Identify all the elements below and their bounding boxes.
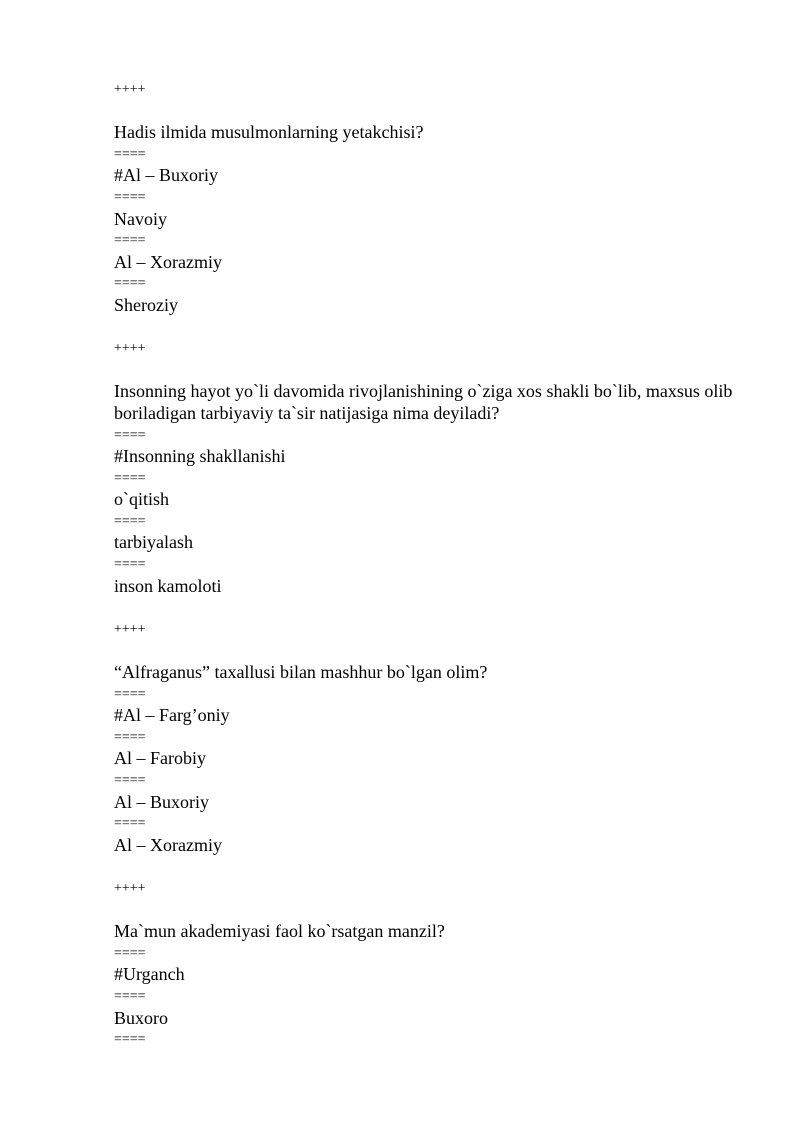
separator: ==== — [114, 557, 146, 573]
question-block — [114, 878, 754, 1051]
answer-option: Buxoro — [114, 1007, 168, 1028]
separator: ==== — [114, 988, 146, 1004]
separator: ==== — [114, 427, 146, 443]
answer-option: Al – Buxoriy — [114, 791, 210, 812]
question-block — [114, 79, 754, 338]
separator: ==== — [114, 513, 146, 529]
question-text: “Alfraganus” taxallusi bilan mashhur bo`lgan olim? — [114, 662, 488, 683]
answer-option: Al – Farobiy — [114, 748, 206, 769]
answer-option: inson kamoloti — [114, 575, 222, 596]
answer-option: #Urganch — [114, 964, 185, 985]
answer-option: o`qitish — [114, 489, 170, 510]
block-marker: ++++ — [114, 341, 146, 357]
answer-option: Sheroziy — [114, 294, 178, 315]
separator: ==== — [114, 233, 146, 249]
question-text: Hadis ilmida musulmonlarning yetakchisi? — [114, 122, 424, 143]
question-text: Insonning hayot yo`li davomida rivojlanishining o`ziga xos shakli bo`lib, maxsus olib boriladigan tarbiyaviy ta`sir natijasiga nima deyiladi? — [114, 381, 737, 423]
separator: ==== — [114, 189, 146, 205]
answer-option: Al – Xorazmiy — [114, 834, 222, 855]
question-block — [114, 619, 754, 878]
answer-option: #Al – Farg’oniy — [114, 705, 230, 726]
separator: ==== — [114, 1032, 146, 1048]
question-block — [114, 338, 754, 619]
separator: ==== — [114, 773, 146, 788]
separator: ==== — [114, 945, 146, 961]
answer-option: #Insonning shakllanishi — [114, 446, 286, 467]
separator: ==== — [114, 276, 146, 292]
block-marker: ++++ — [114, 880, 146, 896]
separator: ==== — [114, 146, 146, 162]
answer-option: Al – Xorazmiy — [114, 251, 222, 272]
separator: ==== — [114, 470, 146, 486]
block-marker: ++++ — [114, 82, 146, 97]
block-marker: ++++ — [114, 621, 146, 637]
answer-option: Navoiy — [114, 208, 167, 229]
separator: ==== — [114, 686, 146, 702]
document-content — [114, 79, 754, 1051]
separator: ==== — [114, 729, 146, 745]
answer-option: #Al – Buxoriy — [114, 165, 219, 186]
separator: ==== — [114, 816, 146, 832]
answer-option: tarbiyalash — [114, 532, 193, 553]
question-text: Ma`mun akademiyasi faol ko`rsatgan manzil? — [114, 921, 445, 942]
